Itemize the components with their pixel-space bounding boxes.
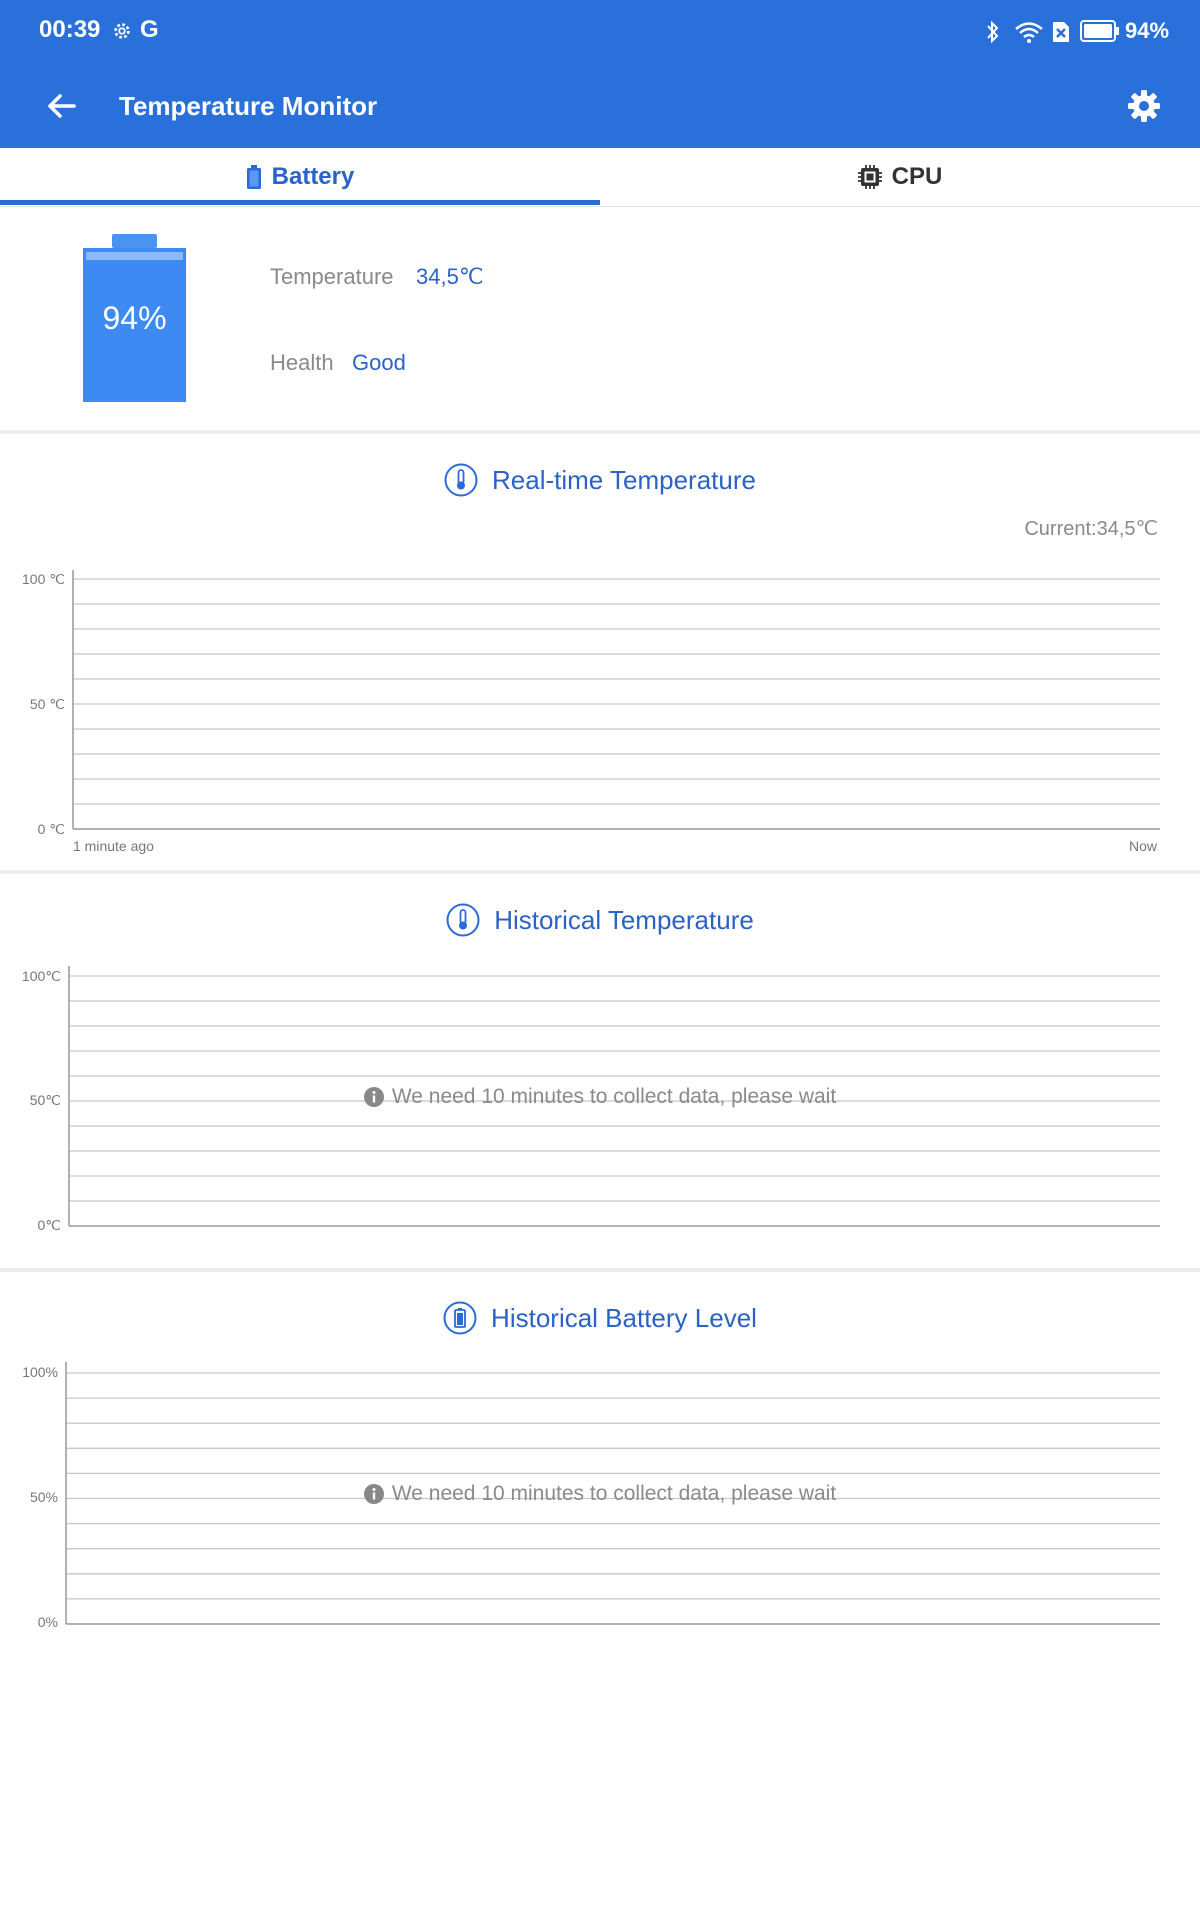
temperature-label: Temperature — [270, 264, 394, 289]
y-tick-50: 50% — [29, 1489, 58, 1505]
info-icon — [364, 1087, 384, 1107]
back-arrow-icon[interactable] — [44, 88, 80, 124]
y-tick-0: 0 ℃ — [37, 821, 65, 837]
realtime-title-text: Real-time Temperature — [492, 464, 756, 495]
historical-temp-title — [0, 902, 1200, 938]
y-tick-50: 50 ℃ — [29, 696, 65, 712]
section-divider — [0, 430, 1200, 434]
battery-level-text: 94% — [102, 300, 167, 336]
x-tick-end: Now — [1128, 838, 1157, 854]
tab-active-indicator — [0, 200, 600, 205]
app-bar — [0, 64, 1200, 148]
gear-icon[interactable] — [1126, 88, 1162, 124]
y-tick-0: 0℃ — [37, 1217, 61, 1231]
current-temperature: Current:34,5℃ — [1024, 518, 1158, 540]
cpu-chip-icon — [858, 165, 882, 189]
y-tick-100: 100% — [22, 1364, 58, 1380]
tab-cpu[interactable] — [600, 148, 1200, 206]
tab-cpu-label: CPU — [891, 163, 943, 190]
y-tick-0: 0% — [37, 1614, 58, 1629]
realtime-chart — [0, 560, 1200, 860]
health-value: Good — [352, 350, 406, 375]
temperature-value: 34,5℃ — [416, 264, 484, 289]
battery-circle-icon — [443, 1301, 477, 1335]
collecting-message — [0, 1479, 1200, 1509]
collecting-message-text: We need 10 minutes to collect data, please wait — [391, 1085, 837, 1108]
historical-battery-title — [0, 1300, 1200, 1336]
page-title: Temperature Monitor — [119, 91, 378, 121]
status-battery-percent: 94% — [1125, 18, 1170, 43]
x-tick-start: 1 minute ago — [73, 838, 154, 854]
status-time: 00:39 — [39, 16, 101, 43]
y-tick-100: 100℃ — [21, 968, 61, 984]
y-tick-100: 100 ℃ — [22, 571, 65, 587]
wifi-icon — [1014, 20, 1044, 44]
status-bar — [0, 0, 1200, 64]
realtime-title — [0, 462, 1200, 498]
health-label: Health — [270, 350, 334, 375]
tab-battery[interactable] — [0, 148, 600, 206]
historical-battery-title-text: Historical Battery Level — [491, 1302, 757, 1333]
thermometer-icon — [444, 463, 478, 497]
thermometer-icon — [446, 903, 480, 937]
info-icon — [364, 1484, 384, 1504]
section-divider — [0, 870, 1200, 874]
realtime-chart-svg — [0, 560, 1200, 860]
section-divider — [0, 1268, 1200, 1272]
tab-battery-label: Battery — [271, 163, 355, 190]
collecting-message-text: We need 10 minutes to collect data, please wait — [391, 1482, 837, 1505]
collecting-message — [0, 1082, 1200, 1112]
settings-status-icon — [111, 20, 133, 42]
historical-temp-title-text: Historical Temperature — [494, 904, 754, 935]
tab-bar — [0, 148, 1200, 207]
no-sim-icon — [1052, 22, 1070, 42]
y-tick-50: 50℃ — [29, 1092, 61, 1108]
bluetooth-icon — [985, 19, 1001, 45]
battery-status-icon — [1080, 20, 1120, 42]
battery-icon — [246, 165, 262, 189]
google-icon: G — [140, 16, 159, 43]
